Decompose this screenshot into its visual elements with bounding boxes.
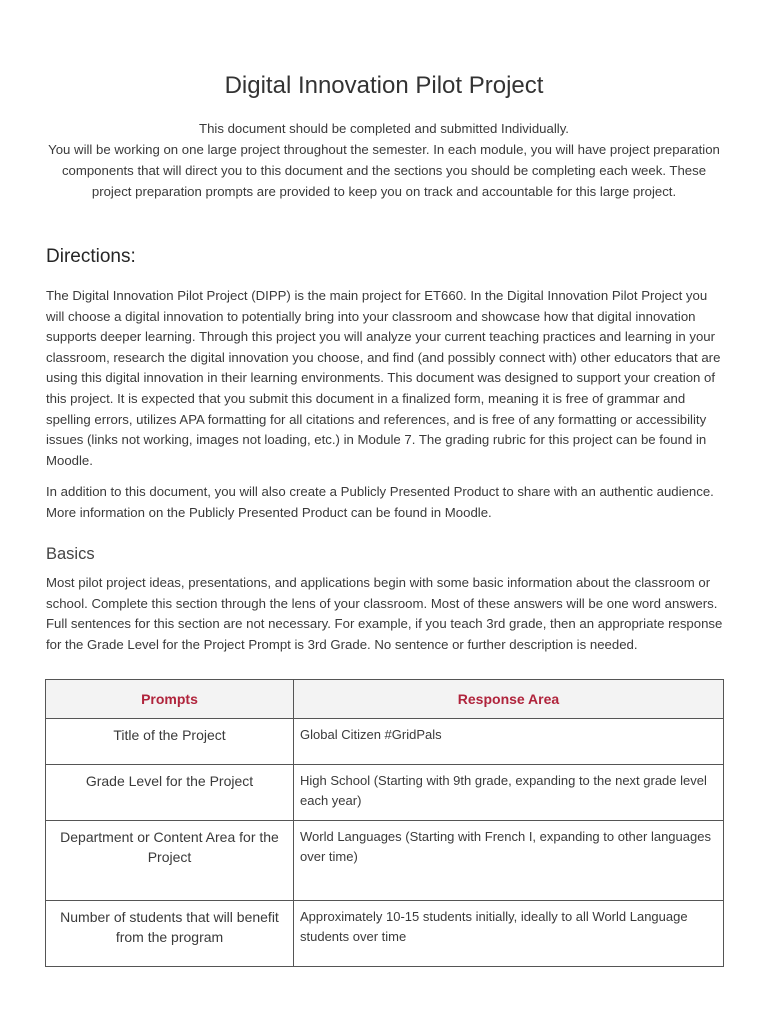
table-row	[46, 719, 724, 765]
basics-table	[45, 679, 724, 967]
table-header-response-area: Response Area	[294, 680, 724, 719]
prompt-cell: Grade Level for the Project	[46, 765, 294, 821]
intro-line-1: This document should be completed and submitted Individually.	[199, 121, 569, 136]
table-row	[46, 765, 724, 821]
directions-paragraph-2: In addition to this document, you will also create a Publicly Presented Product to share with an authentic audience. More information on the Publicly Presented Product can be found in Moodle.	[46, 484, 714, 520]
intro-line-2: You will be working on one large project throughout the semester. In each module, you will have project preparation components that will direct you to this document and the sections you should be completing each week. These project preparation prompts are provided to keep you on track and accountable for this large project.	[48, 142, 720, 199]
response-cell[interactable]: World Languages (Starting with French I, expanding to other languages over time)	[294, 821, 724, 901]
response-cell[interactable]: Approximately 10-15 students initially, ideally to all World Language students over time	[294, 901, 724, 967]
table-header-row	[46, 680, 724, 719]
response-cell[interactable]: Global Citizen #GridPals	[294, 719, 724, 765]
table-row	[46, 901, 724, 967]
intro-block	[44, 118, 724, 202]
document-title: Digital Innovation Pilot Project	[224, 72, 544, 99]
response-cell[interactable]: High School (Starting with 9th grade, expanding to the next grade level each year)	[294, 765, 724, 821]
directions-paragraph-1: The Digital Innovation Pilot Project (DIPP) is the main project for ET660. In the Digital Innovation Pilot Project you will choose a digital innovation to potentially bring into your classroom and showcase how that digital innovation supports deeper learning. Through this project you will analyze your current teaching practices and learning in your classroom, research the digital innovation you choose, and find (and possibly connect with) other educators that are using this digital innovation in their learning environments. This document was designed to support your creation of this project. It is expected that you submit this document in a finalized form, meaning it is free of grammar and spelling errors, utilizes APA formatting for all citations and references, and is free of any formatting or accessibility issues (links not working, images not loading, etc.) in Module 7. The grading rubric for this project can be found in Moodle.	[46, 288, 721, 468]
prompt-cell: Department or Content Area for the Project	[46, 821, 294, 901]
prompt-cell: Number of students that will benefit from the program	[46, 901, 294, 967]
table-header-prompts: Prompts	[46, 680, 294, 719]
prompt-cell: Title of the Project	[46, 719, 294, 765]
table-row	[46, 821, 724, 901]
basics-paragraph: Most pilot project ideas, presentations, and applications begin with some basic information about the classroom or school. Complete this section through the lens of your classroom. Most of these answers will be one word answers. Full sentences for this section are not necessary. For example, if you teach 3rd grade, then an appropriate response for the Grade Level for the Project Prompt is 3rd Grade. No sentence or further description is needed.	[46, 575, 723, 652]
basics-heading: Basics	[46, 545, 95, 563]
directions-heading: Directions:	[46, 246, 136, 267]
